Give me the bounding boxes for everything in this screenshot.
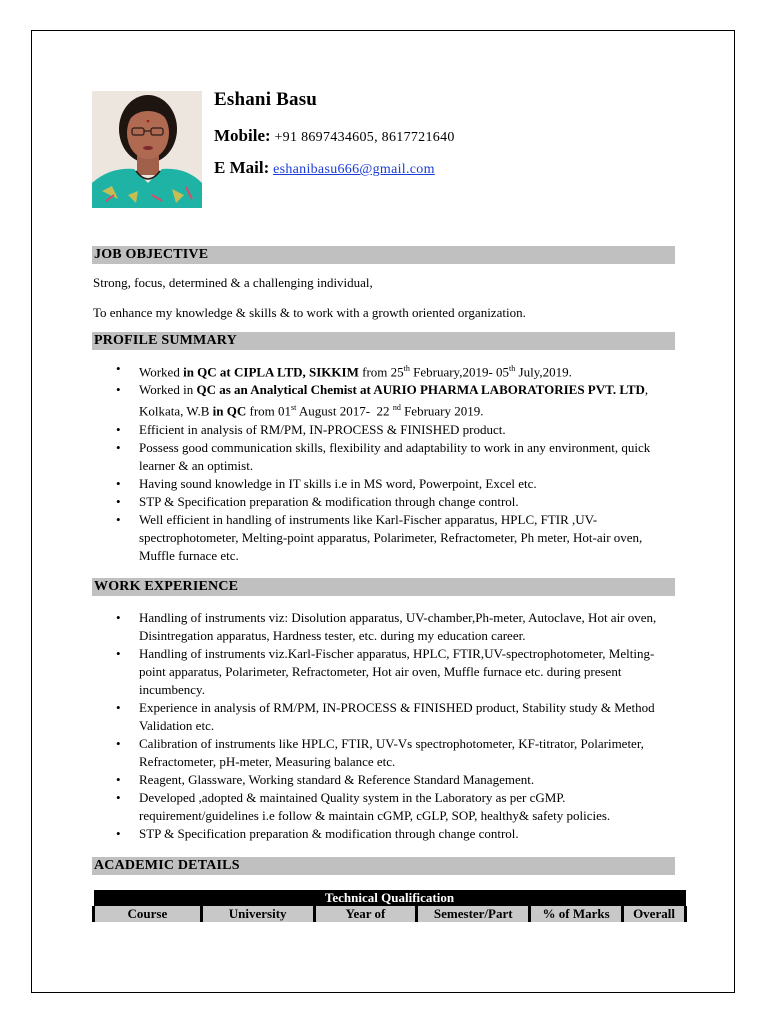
mobile-value: +91 8697434605, 8617721640 — [274, 130, 455, 145]
mobile-label: Mobile: — [214, 126, 271, 145]
work-experience-heading: WORK EXPERIENCE — [92, 578, 675, 596]
email-line — [214, 158, 435, 178]
objective-line: To enhance my knowledge & skills & to work with a growth oriented organization. — [93, 305, 526, 320]
list-item: • STP & Specification preparation & modification through change control. — [92, 825, 672, 843]
column-header: Year of — [314, 906, 417, 922]
column-header: % of Marks — [530, 906, 623, 922]
table-header-row — [94, 906, 686, 922]
column-header: University — [201, 906, 314, 922]
list-item: • Calibration of instruments like HPLC, FTIR, UV-Vs spectrophotometer, KF-titrator, Polarimeter, Refractometer, pH-meter, Measuring balance etc. — [92, 735, 672, 771]
work-experience-list — [92, 609, 672, 843]
list-item: • Having sound knowledge in IT skills i.e in MS word, Powerpoint, Excel etc. — [92, 475, 672, 493]
candidate-name: Eshani Basu — [214, 89, 318, 110]
list-item: • Possess good communication skills, flexibility and adaptability to work in any environment, quick learner & an optimist. — [92, 439, 672, 475]
objective-line: Strong, focus, determined & a challenging individual, — [93, 275, 373, 290]
list-item: • Developed ,adopted & maintained Quality system in the Laboratory as per cGMP. requirement/guidelines i.e follow & maintain cGMP, cGLP, SOP, healthy& safety policies. — [92, 789, 672, 825]
list-item: • Worked in QC as an Analytical Chemist at AURIO PHARMA LABORATORIES PVT. LTD, Kolkata, W.B in QC from 01st August 2017- 22 $^{nd}$ February 2019. — [92, 381, 672, 420]
list-item: • Well efficient in handling of instruments like Karl-Fischer apparatus, HPLC, FTIR ,UV-spectrophotometer, Melting-point apparatus, Polarimeter, Refractometer, Ph meter, Hot-air oven, Muffle furnace etc. — [92, 511, 672, 565]
column-header: Semester/Part — [417, 906, 530, 922]
list-item: • Efficient in analysis of RM/PM, IN-PROCESS & FINISHED product. — [92, 421, 672, 439]
profile-photo — [92, 91, 202, 208]
list-item: • Handling of instruments viz.Karl-Fischer apparatus, HPLC, FTIR,UV-spectrophotometer, Melting-point apparatus, Polarimeter, Refractometer, Hot air oven, Muffle furnace etc. during present incumbency. — [92, 645, 672, 699]
list-item: • Experience in analysis of RM/PM, IN-PROCESS & FINISHED product, Stability study & Method Validation etc. — [92, 699, 672, 735]
list-item: • STP & Specification preparation & modification through change control. — [92, 493, 672, 511]
list-item: • Worked in QC at CIPLA LTD, SIKKIM from 25th February,2019- 05th July,2019. — [92, 360, 672, 381]
column-header: Overall — [623, 906, 686, 922]
email-label: E Mail: — [214, 158, 270, 177]
technical-qualification-table — [92, 890, 687, 922]
table-caption: Technical Qualification — [94, 890, 686, 906]
mobile-line — [214, 126, 455, 146]
profile-summary-list — [92, 360, 672, 565]
list-item: • Reagent, Glassware, Working standard & Reference Standard Management. — [92, 771, 672, 789]
email-link[interactable]: eshanibasu666@gmail.com — [273, 162, 435, 177]
job-objective-heading: JOB OBJECTIVE — [92, 246, 675, 264]
academic-details-heading: ACADEMIC DETAILS — [92, 857, 675, 875]
list-item: • Handling of instruments viz: Disolution apparatus, UV-chamber,Ph-meter, Autoclave, Hot air oven, Disintregation apparatus, Hardness tester, etc. during my education career. — [92, 609, 672, 645]
profile-summary-heading: PROFILE SUMMARY — [92, 332, 675, 350]
column-header: Course — [94, 906, 202, 922]
